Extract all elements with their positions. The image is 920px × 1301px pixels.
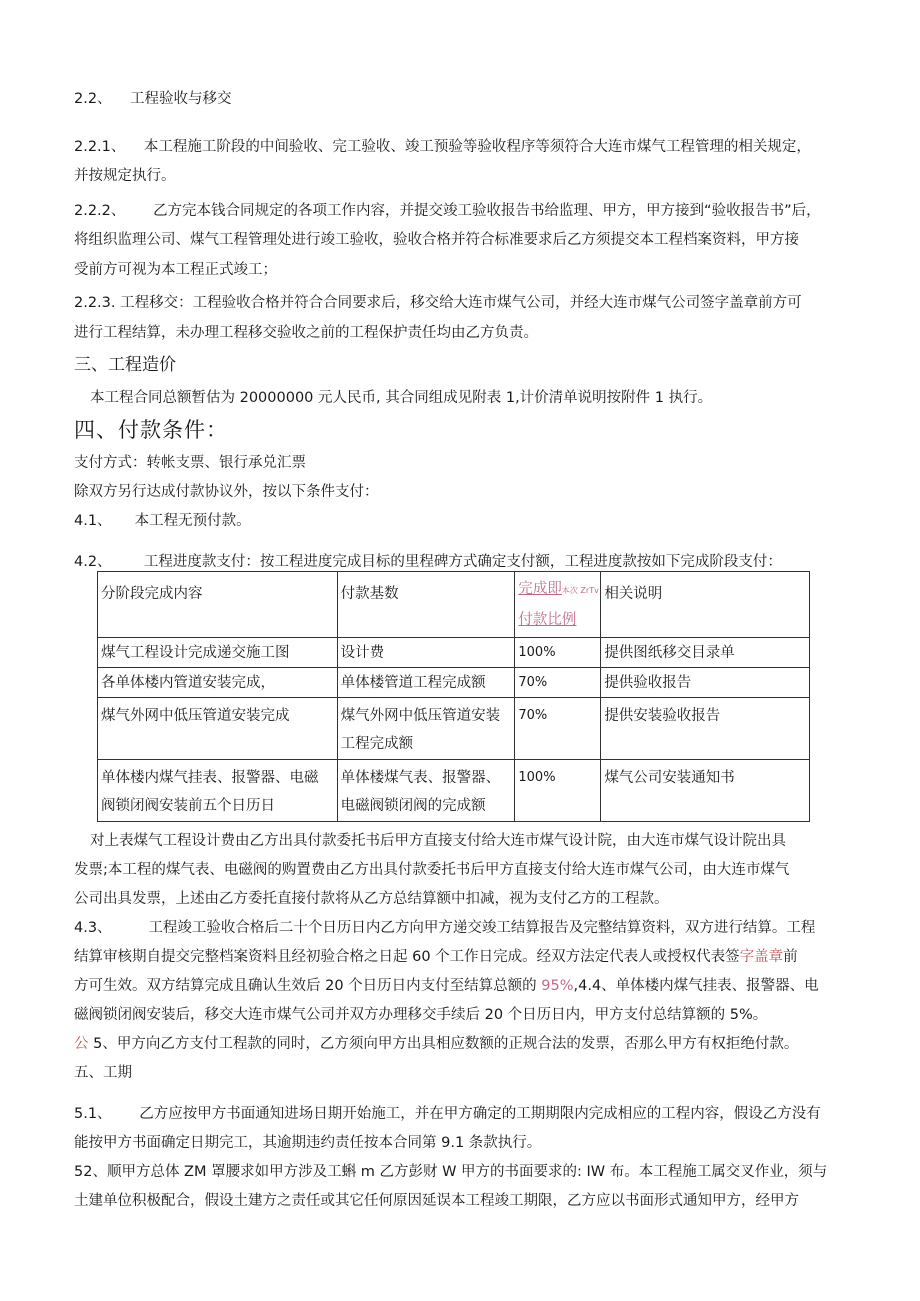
section-title: 工程验收与移交	[130, 91, 232, 107]
clause-text: 5、甲方向乙方支付工程款的同时，乙方须向甲方出具相应数额的正规合法的发票，否那么甲方有权拒绝付款。	[88, 1036, 799, 1052]
clause-2-2-2-cont2: 受前方可视为本工程正式竣工；	[74, 262, 277, 278]
header-ratio-line1: 完成即	[518, 581, 562, 597]
clause-number: 4.3、	[74, 920, 112, 936]
clause-number: 2.2.2、	[74, 203, 126, 219]
clause-4-2	[74, 551, 854, 573]
table-row	[98, 638, 810, 668]
cell-ratio: 70%	[515, 698, 601, 760]
clause-text: 结算审核期自提交完整档案资料且经初验合格之日起 60 个工作日完成。经双方法定代表人或授权代表签	[74, 949, 740, 965]
stamp-highlight: 字盖章	[739, 949, 784, 965]
cell-base: 煤气外网中低压管道安装 工程完成额	[337, 698, 515, 760]
after-table-line1: 对上表煤气工程设计费由乙方出具付款委托书后甲方直接支付给大连市煤气设计院，由大连市煤气设计院出具	[90, 833, 786, 849]
cell-base: 设计费	[337, 638, 515, 668]
cell-base: 单体楼煤气表、报警器、 电磁阀锁闭阀的完成额	[337, 760, 515, 822]
section-3-text: 本工程合同总额暂估为 20000000 元人民币, 其合同组成见附表 1,计价清单说明按附件 1 执行。	[90, 390, 713, 406]
table-row	[98, 698, 810, 760]
clause-4-3-line2	[74, 946, 854, 968]
payment-intro: 除双方另行达成付款协议外，按以下条件支付：	[74, 484, 379, 500]
clause-2-2-2	[74, 200, 854, 222]
cell-stage: 各单体楼内管道安装完成，	[98, 668, 338, 698]
clause-number: 5.1、	[74, 1106, 112, 1122]
clause-4-3	[74, 917, 854, 939]
after-table-line2: 发票;本工程的煤气表、电磁阀的购置费由乙方出具付款委托书后甲方直接支付给大连市煤气公司，由大连市煤气	[74, 862, 790, 878]
clause-mark: 公	[74, 1036, 89, 1052]
clause-text: 工程竣工验收合格后二十个日历日内乙方向甲方递交竣工结算报告及完整结算资料，双方进行结算。工程	[148, 920, 816, 936]
clause-text: 乙方应按甲方书面通知进场日期开始施工，并在甲方确定的工期期限内完成相应的工程内容，假设乙方没有	[139, 1106, 821, 1122]
clause-text: 本工程施工阶段的中间验收、完工验收、竣工预验等验收程序等须符合大连市煤气工程管理的相关规定，	[143, 139, 811, 155]
clause-2-2-2-cont: 将组织监理公司、煤气工程管理处进行竣工验收，验收合格并符合标准要求后乙方须提交本工程档案资料，甲方接	[74, 232, 799, 248]
table-header-row	[98, 572, 810, 638]
clause-number: 4.2、	[74, 554, 112, 570]
section-4-title: 四、付款条件：	[74, 418, 228, 442]
section-2-2-heading	[74, 88, 854, 110]
cell-ratio: 100%	[515, 638, 601, 668]
section-number: 2.2、	[74, 91, 112, 107]
clause-2-2-1	[74, 136, 854, 158]
cell-ratio: 100%	[515, 760, 601, 822]
cell-note: 提供安装验收报告	[601, 698, 810, 760]
clause-4-5	[74, 1033, 854, 1055]
clause-2-2-3: 2.2.3. 工程移交：工程验收合格并符合合同要求后，移交给大连市煤气公司，并经大连市煤气公司签字盖章前方可	[74, 295, 802, 311]
section-3-title: 三、工程造价	[74, 355, 176, 375]
header-ratio-note: 本次 ZrTv	[561, 586, 599, 595]
clause-2-2-3-cont: 进行工程结算，未办理工程移交验收之前的工程保护责任均由乙方负责。	[74, 325, 538, 341]
clause-4-3-line3	[74, 975, 854, 997]
cell-note: 提供验收报告	[601, 668, 810, 698]
clause-text-end: 前	[783, 949, 798, 965]
clause-text: 方可生效。双方结算完成且确认生效后 20 个日历日内支付至结算总额的	[74, 978, 542, 994]
percentage-highlight: 95%	[541, 978, 574, 994]
clause-2-2-1-cont: 并按规定执行。	[74, 168, 176, 184]
header-ratio-line2: 付款比例	[518, 612, 577, 628]
clause-text-cont: ,4.4、单体楼内煤气挂表、报警器、电	[573, 978, 819, 994]
cell-note: 提供图纸移交目录单	[601, 638, 810, 668]
header-base: 付款基数	[337, 572, 515, 638]
cell-ratio: 70%	[515, 668, 601, 698]
payment-schedule-table	[97, 571, 810, 822]
clause-text: 本工程无预付款。	[134, 513, 251, 529]
cell-stage: 单体楼内煤气挂表、报警器、电磁 阀锁闭阀安装前五个日历日	[98, 760, 338, 822]
payment-method: 支付方式：转帐支票、银行承兑汇票	[74, 455, 306, 471]
clause-text: 工程进度款支付：按工程进度完成目标的里程碑方式确定支付额，工程进度款按如下完成阶段支付：	[143, 554, 782, 570]
clause-5-2-cont: 土建单位积极配合，假设土建方之责任或其它任何原因延误本工程竣工期限，乙方应以书面形式通知甲方，经甲方	[74, 1193, 799, 1209]
clause-number: 4.1、	[74, 513, 112, 529]
table-row	[98, 760, 810, 822]
clause-text: 乙方完本钱合同规定的各项工作内容，并提交竣工验收报告书给监理、甲方，甲方接到“验收报告书”后，	[153, 203, 821, 219]
after-table-line3: 公司出具发票，上述由乙方委托直接付款将从乙方总结算额中扣减，视为支付乙方的工程款。	[74, 891, 669, 907]
table-row	[98, 668, 810, 698]
clause-5-1-cont: 能按甲方书面确定日期完工，其逾期违约责任按本合同第 9.1 条款执行。	[74, 1135, 542, 1151]
header-ratio	[515, 572, 601, 638]
header-note: 相关说明	[601, 572, 810, 638]
cell-stage: 煤气外网中低压管道安装完成	[98, 698, 338, 760]
clause-5-1	[74, 1103, 854, 1125]
section-5-title: 五、工期	[74, 1065, 132, 1081]
header-stage: 分阶段完成内容	[98, 572, 338, 638]
clause-number: 2.2.1、	[74, 139, 126, 155]
cell-note: 煤气公司安装通知书	[601, 760, 810, 822]
cell-base: 单体楼管道工程完成额	[337, 668, 515, 698]
clause-4-1	[74, 510, 854, 532]
clause-5-2: 52、顺甲方总体 ZM 罩腰求如甲方涉及工蝌 m 乙方彭财 W 甲方的书面要求的: IW 布。本工程施工属交叉作业，须与	[74, 1164, 828, 1180]
clause-4-4-line: 磁阀锁闭阀安装后，移交大连市煤气公司并双方办理移交手续后 20 个日历日内，甲方支付总结算额的 5%。	[74, 1007, 768, 1023]
cell-stage: 煤气工程设计完成递交施工图	[98, 638, 338, 668]
